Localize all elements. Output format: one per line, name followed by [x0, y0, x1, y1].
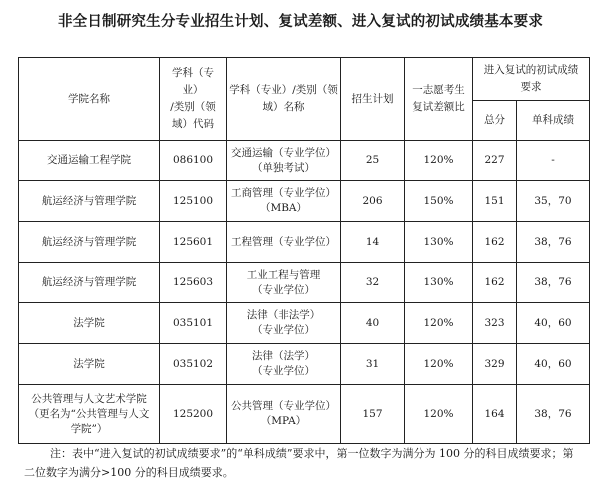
college-cell: 公共管理与人文艺术学院 （更名为“公共管理与人文 学院”）: [19, 385, 160, 444]
ratio-cell: 120%: [405, 141, 473, 181]
college-cell: 法学院: [19, 344, 160, 385]
page-title: 非全日制研究生分专业招生计划、复试差额、进入复试的初试成绩基本要求: [57, 14, 544, 30]
major-name-cell: 工业工程与管理 （专业学位）: [227, 263, 341, 303]
major-name-cell: 法律（非法学） （专业学位）: [227, 303, 341, 344]
ratio-cell: 130%: [405, 222, 473, 263]
plan-cell: 32: [341, 263, 405, 303]
header-total: 总分: [473, 101, 517, 141]
table-row: [19, 222, 590, 263]
college-cell: 航运经济与管理学院: [19, 222, 160, 263]
ratio-cell: 130%: [405, 263, 473, 303]
plan-cell: 157: [341, 385, 405, 444]
single-score-cell: 38，76: [517, 263, 590, 303]
college-cell: 法学院: [19, 303, 160, 344]
plan-cell: 206: [341, 181, 405, 222]
single-score-cell: 35，70: [517, 181, 590, 222]
header-score-group: 进入复试的初试成绩 要求: [473, 58, 590, 101]
plan-cell: 40: [341, 303, 405, 344]
code-cell: 125100: [160, 181, 227, 222]
major-name-cell: 法律（法学） （专业学位）: [227, 344, 341, 385]
header-single: 单科成绩: [517, 101, 590, 141]
total-score-cell: 323: [473, 303, 517, 344]
header-college: 学院名称: [19, 58, 160, 141]
table-row: [19, 263, 590, 303]
header-ratio: 一志愿考生 复试差额比: [405, 58, 473, 141]
code-cell: 086100: [160, 141, 227, 181]
table-row: [19, 385, 590, 444]
table-row: [19, 181, 590, 222]
plan-cell: 14: [341, 222, 405, 263]
ratio-cell: 120%: [405, 303, 473, 344]
single-score-cell: -: [517, 141, 590, 181]
header-row: [19, 58, 590, 101]
single-score-cell: 38，76: [517, 222, 590, 263]
plan-cell: 31: [341, 344, 405, 385]
header-major-name: 学科（专业）/类别（领 域）名称: [227, 58, 341, 141]
single-score-cell: 38，76: [517, 385, 590, 444]
total-score-cell: 329: [473, 344, 517, 385]
table-row: [19, 141, 590, 181]
code-cell: 035102: [160, 344, 227, 385]
total-score-cell: 162: [473, 222, 517, 263]
header-plan: 招生计划: [341, 58, 405, 141]
admission-table: [18, 57, 590, 444]
total-score-cell: 227: [473, 141, 517, 181]
single-score-cell: 40，60: [517, 303, 590, 344]
code-cell: 035101: [160, 303, 227, 344]
college-cell: 交通运输工程学院: [19, 141, 160, 181]
plan-cell: 25: [341, 141, 405, 181]
college-cell: 航运经济与管理学院: [19, 263, 160, 303]
total-score-cell: 164: [473, 385, 517, 444]
ratio-cell: 120%: [405, 385, 473, 444]
total-score-cell: 162: [473, 263, 517, 303]
code-cell: 125601: [160, 222, 227, 263]
major-name-cell: 交通运输（专业学位） （单独考试）: [227, 141, 341, 181]
code-cell: 125603: [160, 263, 227, 303]
ratio-cell: 120%: [405, 344, 473, 385]
major-name-cell: 工商管理（专业学位） （MBA）: [227, 181, 341, 222]
total-score-cell: 151: [473, 181, 517, 222]
single-score-cell: 40，60: [517, 344, 590, 385]
major-name-cell: 公共管理（专业学位） （MPA）: [227, 385, 341, 444]
major-name-cell: 工程管理（专业学位）: [227, 222, 341, 263]
header-major-code: 学科（专业） /类别（领 域）代码: [160, 58, 227, 141]
code-cell: 125200: [160, 385, 227, 444]
college-cell: 航运经济与管理学院: [19, 181, 160, 222]
table-footnote: 注：表中“进入复试的初试成绩要求”的“单科成绩”要求中，第一位数字为满分为 100 分的科目成绩要求；第二位数字为满分>100 分的科目成绩要求。: [24, 447, 574, 479]
table-row: [19, 303, 590, 344]
ratio-cell: 150%: [405, 181, 473, 222]
table-row: [19, 344, 590, 385]
